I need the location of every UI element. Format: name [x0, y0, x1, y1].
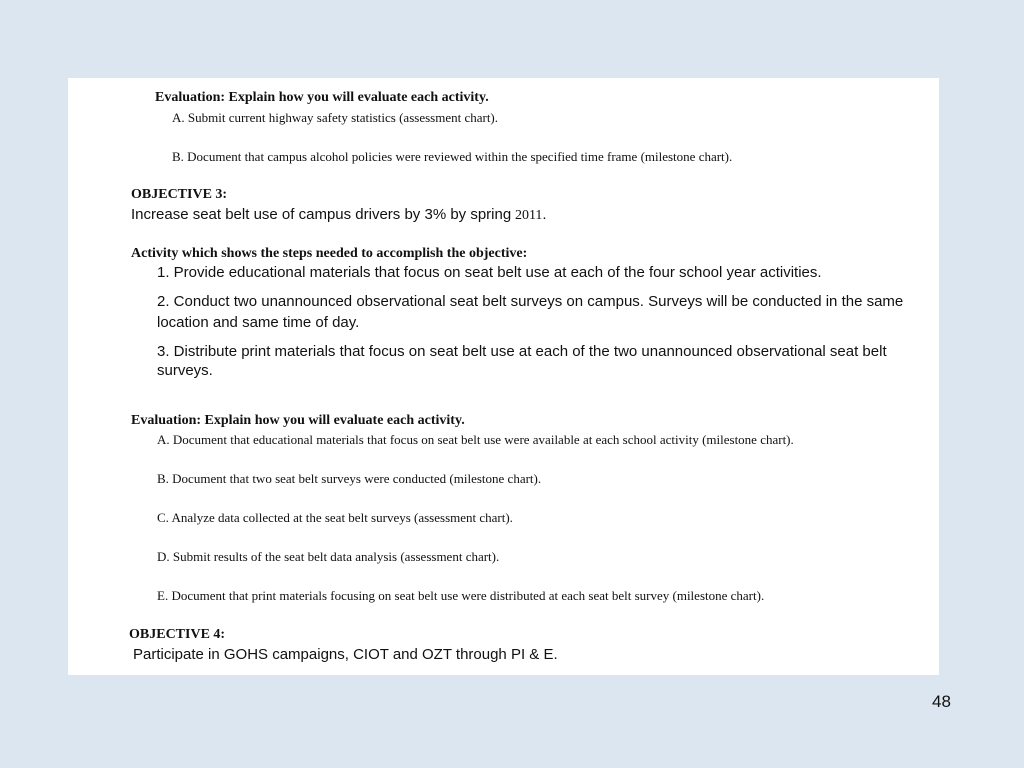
evaluation-heading-1: Evaluation: Explain how you will evaluate each activity.	[155, 90, 489, 105]
objective-3-text-line	[131, 207, 547, 223]
objective-4-heading: OBJECTIVE 4:	[129, 627, 226, 642]
activity-step-2-line-1: 2. Conduct two unannounced observational seat belt surveys on campus. Surveys will be conducted in the same	[157, 293, 904, 310]
activity-heading: Activity which shows the steps needed to accomplish the objective:	[131, 246, 528, 261]
document-page	[68, 78, 939, 675]
evaluation-2-item-a: A. Document that educational materials that focus on seat belt use were available at each school activity (milestone chart).	[157, 432, 794, 447]
objective-4-text: Participate in GOHS campaigns, CIOT and OZT through PI & E.	[133, 646, 558, 663]
activity-step-3-line-1: 3. Distribute print materials that focus on seat belt use at each of the two unannounced observational seat belt	[157, 343, 887, 360]
evaluation-1-item-b: B. Document that campus alcohol policies were reviewed within the specified time frame (milestone chart).	[172, 149, 733, 164]
activity-step-3-line-2: surveys.	[157, 362, 213, 379]
slide-page-number: 48	[932, 692, 951, 711]
evaluation-heading-2: Evaluation: Explain how you will evaluate each activity.	[131, 413, 465, 428]
evaluation-2-item-b: B. Document that two seat belt surveys were conducted (milestone chart).	[157, 471, 542, 486]
evaluation-2-item-d: D. Submit results of the seat belt data analysis (assessment chart).	[157, 549, 500, 564]
evaluation-2-item-c: C. Analyze data collected at the seat belt surveys (assessment chart).	[157, 510, 513, 525]
evaluation-1-item-a: A. Submit current highway safety statistics (assessment chart).	[172, 110, 499, 125]
objective-3-text: Increase seat belt use of campus drivers by 3% by spring	[131, 206, 512, 223]
objective-3-year: 2011	[514, 208, 543, 223]
objective-3-heading: OBJECTIVE 3:	[131, 187, 228, 202]
evaluation-2-item-e: E. Document that print materials focusing on seat belt use were distributed at each seat belt survey (milestone chart).	[157, 588, 765, 603]
activity-step-2-line-2: location and same time of day.	[157, 314, 360, 331]
objective-3-period: .	[542, 206, 547, 223]
activity-step-1: 1. Provide educational materials that focus on seat belt use at each of the four school year activities.	[157, 264, 822, 281]
